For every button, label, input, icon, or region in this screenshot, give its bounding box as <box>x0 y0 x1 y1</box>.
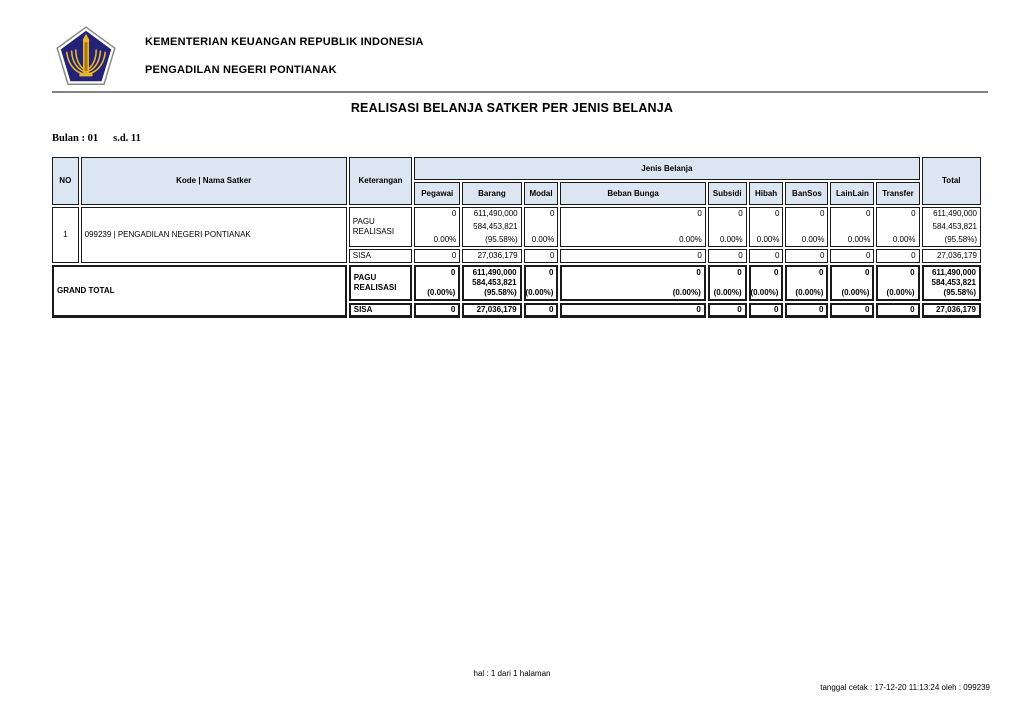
pct-value: 0.00% <box>531 235 555 244</box>
col-header-transfer: Transfer <box>876 182 919 205</box>
pagu-value: 611,490,000 <box>473 209 518 218</box>
pagu-value: 0 <box>819 209 825 218</box>
realisasi-value: 584,453,821 <box>473 222 518 231</box>
satker-keterangan-sisa: SISA <box>349 249 412 263</box>
col-header-modal: Modal <box>524 182 559 205</box>
pagu-value: 0 <box>697 209 702 218</box>
pct-value: (0.00%) <box>886 288 915 297</box>
gt-cell-sisa-lainlain: 0 <box>830 303 874 318</box>
pagu-value: 0 <box>775 209 780 218</box>
cell-sisa-pegawai: 0 <box>414 249 460 263</box>
pct-value: (0.00%) <box>750 288 779 297</box>
pct-value: 0.00% <box>679 235 702 244</box>
gt-cell-sisa-pegawai: 0 <box>414 303 460 318</box>
pagu-value: 0 <box>737 268 742 277</box>
pct-value: (95.58%) <box>943 288 976 297</box>
pct-value: 0.00% <box>847 235 871 244</box>
gt-cell-pr-pegawai <box>414 265 460 301</box>
report-title: REALISASI BELANJA SATKER PER JENIS BELANJA <box>350 101 674 115</box>
col-header-barang: Barang <box>462 182 521 205</box>
pagu-label: PAGU <box>352 217 375 226</box>
gt-cell-pr-transfer <box>876 265 919 301</box>
pct-value: 0.00% <box>756 235 780 244</box>
pagu-value: 0 <box>548 268 554 277</box>
cell-pr-beban-bunga <box>560 207 705 247</box>
gt-cell-pr-modal <box>524 265 559 301</box>
pagu-value: 0 <box>774 268 779 277</box>
cell-sisa-bansos: 0 <box>785 249 828 263</box>
gt-cell-pr-hibah <box>749 265 784 301</box>
cell-sisa-lainlain: 0 <box>830 249 874 263</box>
pagu-value: 0 <box>910 268 915 277</box>
gt-cell-pr-lainlain <box>830 265 874 301</box>
pct-value: (95.58%) <box>485 235 518 244</box>
pct-value: (95.58%) <box>484 288 517 297</box>
realisasi-value: 584,453,821 <box>932 222 977 231</box>
pagu-value: 0 <box>865 268 870 277</box>
realisasi-label: REALISASI <box>353 283 397 292</box>
gt-cell-sisa-transfer: 0 <box>876 303 919 318</box>
satker-kode-nama: 099239 | PENGADILAN NEGERI PONTIANAK <box>81 207 347 263</box>
pagu-value: 0 <box>911 209 916 218</box>
pagu-value: 0 <box>549 209 555 218</box>
letterhead <box>145 36 424 77</box>
cell-pr-barang <box>462 207 521 247</box>
pagu-value: 0 <box>818 268 824 277</box>
gt-cell-pr-beban-bunga <box>560 265 705 301</box>
pct-value: (0.00%) <box>672 288 701 297</box>
realisasi-value: 584,453,821 <box>931 278 976 287</box>
period-start: Bulan : 01 <box>52 133 99 144</box>
realisasi-label: REALISASI <box>352 227 395 236</box>
cell-pr-subsidi <box>708 207 747 247</box>
pct-value: (95.58%) <box>944 235 977 244</box>
gt-cell-sisa-subsidi: 0 <box>708 303 747 318</box>
pct-value: 0.00% <box>892 235 916 244</box>
col-header-kode: Kode | Nama Satker <box>81 157 347 205</box>
pct-value: 0.00% <box>801 235 825 244</box>
ministry-name: KEMENTERIAN KEUANGAN REPUBLIK INDONESIA <box>145 36 424 48</box>
satker-row-pagu-realisasi <box>52 207 981 247</box>
pct-value: 0.00% <box>719 235 743 244</box>
pct-value: (0.00%) <box>427 288 456 297</box>
cell-sisa-transfer: 0 <box>876 249 919 263</box>
cell-pr-bansos <box>785 207 828 247</box>
period-range: s.d. 11 <box>113 133 141 144</box>
pct-value: 0.00% <box>433 235 457 244</box>
col-header-jenis-belanja: Jenis Belanja <box>414 157 919 180</box>
cell-sisa-modal: 0 <box>524 249 559 263</box>
realisasi-table <box>50 155 983 320</box>
cell-pr-modal <box>524 207 559 247</box>
grand-total-label: GRAND TOTAL <box>52 265 347 318</box>
pagu-value: 0 <box>738 209 743 218</box>
cell-pr-pegawai <box>414 207 460 247</box>
cell-pr-transfer <box>876 207 919 247</box>
pagu-value: 611,490,000 <box>931 268 976 277</box>
grand-total-row-pagu-realisasi <box>52 265 981 301</box>
col-header-hibah: Hibah <box>749 182 784 205</box>
gt-cell-sisa-beban-bunga: 0 <box>560 303 705 318</box>
gt-cell-pr-bansos <box>785 265 828 301</box>
pagu-value: 0 <box>696 268 701 277</box>
col-header-lainlain: LainLain <box>830 182 874 205</box>
cell-sisa-subsidi: 0 <box>708 249 747 263</box>
report-period <box>52 133 141 144</box>
col-header-keterangan: Keterangan <box>349 157 412 205</box>
pct-value: (0.00%) <box>841 288 870 297</box>
gt-cell-sisa-bansos: 0 <box>785 303 828 318</box>
kemenkeu-logo <box>56 26 116 86</box>
pagu-value: 611,490,000 <box>472 268 517 277</box>
cell-sisa-barang: 27,036,179 <box>462 249 521 263</box>
col-header-subsidi: Subsidi <box>708 182 747 205</box>
pct-value: (0.00%) <box>713 288 742 297</box>
gt-keterangan-sisa: SISA <box>349 303 412 318</box>
print-timestamp-info: tanggal cetak : 17-12-20 11:13:24 oleh : 099239 <box>820 683 990 692</box>
gt-cell-pr-barang <box>462 265 521 301</box>
cell-pr-lainlain <box>830 207 874 247</box>
cell-pr-total <box>922 207 981 247</box>
col-header-pegawai: Pegawai <box>414 182 460 205</box>
gt-cell-pr-subsidi <box>708 265 747 301</box>
cell-pr-hibah <box>749 207 784 247</box>
gt-cell-sisa-barang: 27,036,179 <box>462 303 521 318</box>
realisasi-value: 584,453,821 <box>472 278 517 287</box>
pagu-value: 0 <box>866 209 871 218</box>
pagu-value: 0 <box>450 268 456 277</box>
gt-cell-sisa-hibah: 0 <box>749 303 784 318</box>
col-header-no: NO <box>52 157 79 205</box>
gt-keterangan-pagu-realisasi <box>349 265 412 301</box>
satker-no: 1 <box>52 207 79 263</box>
cell-sisa-beban-bunga: 0 <box>560 249 705 263</box>
page-number-info: hal : 1 dari 1 halaman <box>473 669 551 678</box>
unit-name: PENGADILAN NEGERI PONTIANAK <box>145 64 337 76</box>
col-header-total: Total <box>922 157 981 205</box>
pagu-label: PAGU <box>353 273 377 282</box>
letterhead-divider <box>52 91 988 93</box>
pagu-value: 611,490,000 <box>933 209 977 218</box>
pct-value: (0.00%) <box>795 288 824 297</box>
cell-sisa-total: 27,036,179 <box>922 249 981 263</box>
satker-keterangan-pagu-realisasi <box>349 207 412 247</box>
pct-value: (0.00%) <box>525 288 554 297</box>
gt-cell-pr-total <box>922 265 981 301</box>
col-header-bansos: BanSos <box>785 182 828 205</box>
col-header-beban-bunga: Beban Bunga <box>560 182 705 205</box>
pagu-value: 0 <box>451 209 457 218</box>
cell-sisa-hibah: 0 <box>749 249 784 263</box>
gt-cell-sisa-modal: 0 <box>524 303 559 318</box>
gt-cell-sisa-total: 27,036,179 <box>922 303 981 318</box>
